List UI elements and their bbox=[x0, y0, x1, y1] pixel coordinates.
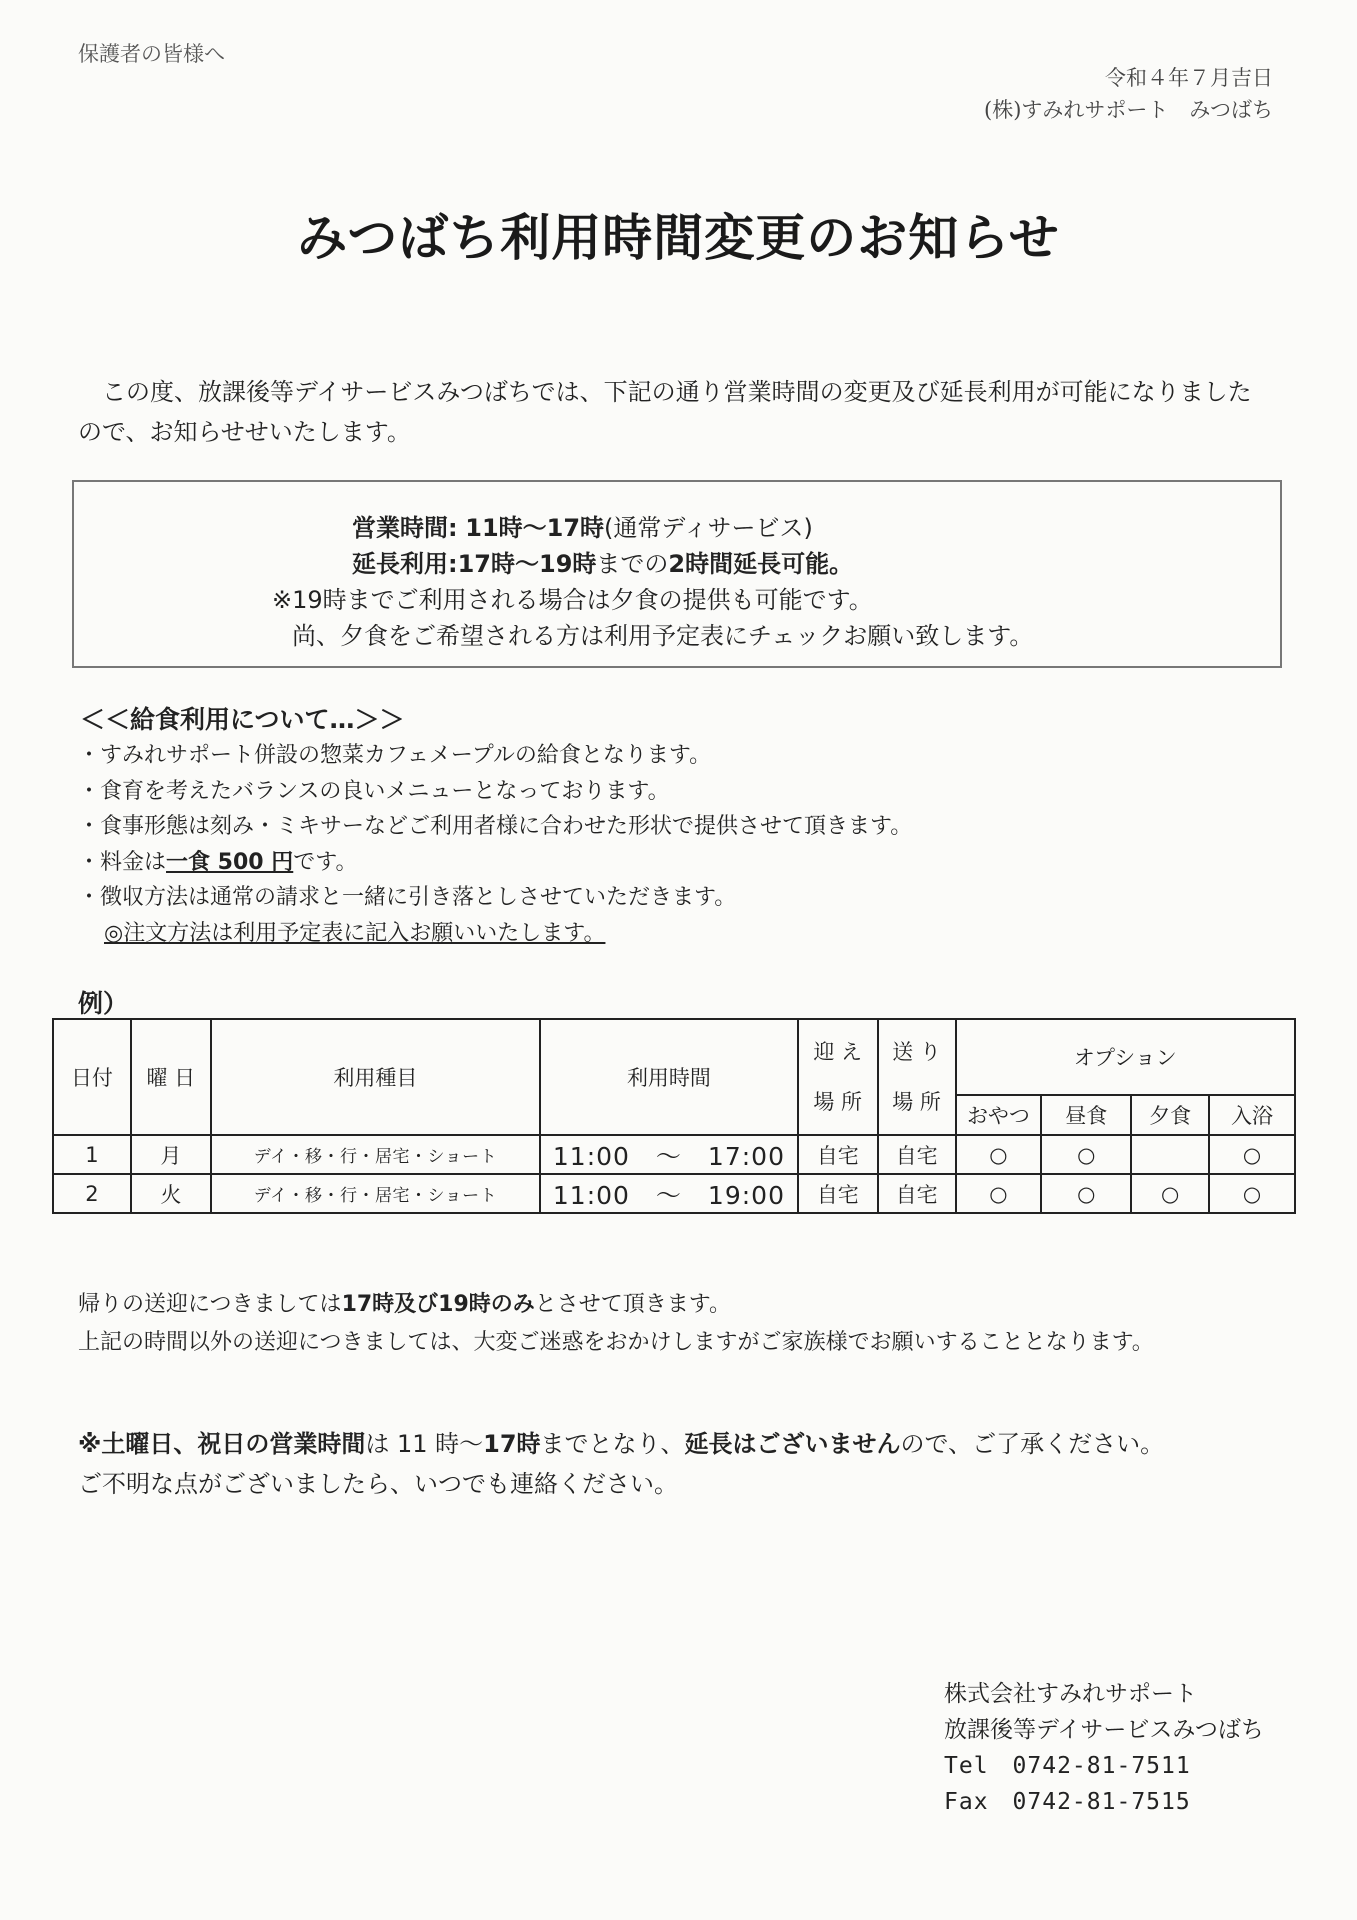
hours-line-business bbox=[352, 508, 813, 543]
row-date: 1 bbox=[53, 1135, 131, 1174]
meal-item: ・すみれサポート併設の惣菜カフェメープルの給食となります。 bbox=[78, 743, 712, 768]
document-title: みつばち利用時間変更のお知らせ bbox=[297, 209, 1060, 267]
header-date: 日付 bbox=[53, 1019, 131, 1135]
facility-name: 放課後等デイサービスみつばち bbox=[944, 1717, 1264, 1743]
row-date: 2 bbox=[53, 1174, 131, 1213]
header-pickup-top: 迎 え bbox=[813, 1040, 863, 1064]
table-row bbox=[53, 1135, 1295, 1174]
price-value: 一食 500 円 bbox=[166, 849, 294, 875]
intro-paragraph bbox=[78, 372, 1288, 452]
transport-pre: 帰りの送迎につきましては bbox=[78, 1292, 342, 1317]
header-weekday: 曜 日 bbox=[131, 1019, 211, 1135]
weekend-w2: は 11 時～ bbox=[365, 1430, 484, 1458]
hours-box bbox=[72, 480, 1282, 668]
extension-value: 17時～19時 bbox=[457, 550, 597, 578]
weekend-w4: までとなり、 bbox=[540, 1430, 685, 1458]
tel-number: Tel 0742-81-7511 bbox=[944, 1753, 1191, 1779]
transport-times: 17時及び19時のみ bbox=[341, 1292, 535, 1317]
row-lunch: ○ bbox=[1041, 1135, 1131, 1174]
row-dropoff: 自宅 bbox=[878, 1174, 956, 1213]
price-post: です。 bbox=[293, 849, 358, 875]
row-bath: ○ bbox=[1209, 1174, 1295, 1213]
meal-item: ・食育を考えたバランスの良いメニューとなっております。 bbox=[78, 778, 670, 804]
business-hours-label: 営業時間: bbox=[352, 514, 458, 542]
contact-line: ご不明な点がございましたら、いつでも連絡ください。 bbox=[78, 1470, 678, 1498]
example-label: 例） bbox=[78, 989, 129, 1018]
header-pickup bbox=[798, 1019, 878, 1135]
meal-price-item bbox=[78, 845, 912, 881]
header-dropoff-top: 送 り bbox=[892, 1040, 941, 1064]
transport-line-2: 上記の時間以外の送迎につきましては、大変ご迷惑をおかけしますがご家族様でお願いすることとなります。 bbox=[78, 1330, 1154, 1355]
row-pickup: 自宅 bbox=[798, 1174, 878, 1213]
row-dinner bbox=[1131, 1135, 1209, 1174]
table-row bbox=[53, 1174, 1295, 1213]
meal-heading: ＜＜給食利用について…＞＞ bbox=[80, 705, 405, 734]
row-dropoff: 自宅 bbox=[878, 1135, 956, 1174]
order-note: ◎注文方法は利用予定表に記入お願いいたします。 bbox=[104, 920, 606, 946]
intro-line-1: この度、放課後等デイサービスみつばちでは、下記の通り営業時間の変更及び延長利用が可能になりました bbox=[102, 378, 1252, 406]
business-hours-value: 11時～17時 bbox=[465, 514, 605, 542]
header-lunch: 昼食 bbox=[1041, 1095, 1131, 1135]
extension-mid: までの bbox=[596, 550, 669, 578]
price-pre: ・料金は bbox=[78, 849, 167, 875]
header-snack: おやつ bbox=[956, 1095, 1042, 1135]
transport-post: とさせて頂きます。 bbox=[534, 1292, 732, 1317]
header-time: 利用時間 bbox=[540, 1019, 798, 1135]
header-service: 利用種目 bbox=[211, 1019, 540, 1135]
row-time: 11:00 ～ 19:00 bbox=[540, 1174, 798, 1213]
row-pickup: 自宅 bbox=[798, 1135, 878, 1174]
dinner-note: ※19時までご利用される場合は夕食の提供も可能です。 bbox=[272, 586, 873, 614]
weekend-w1: ※土曜日、祝日の営業時間 bbox=[78, 1430, 366, 1458]
extension-tail: 2時間延長可能。 bbox=[668, 550, 854, 578]
header-pickup-bottom: 場 所 bbox=[813, 1090, 863, 1114]
row-service: デイ・移・行・居宅・ショート bbox=[211, 1135, 540, 1174]
meal-list bbox=[78, 738, 912, 951]
weekend-w3: 17時 bbox=[483, 1430, 541, 1458]
fax-number: Fax 0742-81-7515 bbox=[944, 1789, 1191, 1815]
example-table bbox=[52, 1018, 1296, 1214]
addressee: 保護者の皆様へ bbox=[78, 42, 225, 66]
row-time: 11:00 ～ 17:00 bbox=[540, 1135, 798, 1174]
weekend-w6: ので、ご了承ください。 bbox=[900, 1430, 1165, 1458]
transport-line-1 bbox=[78, 1286, 1154, 1324]
company-block bbox=[944, 1676, 1264, 1820]
header-dinner: 夕食 bbox=[1131, 1095, 1209, 1135]
sender: (株)すみれサポート みつばち bbox=[984, 98, 1273, 122]
row-dinner: ○ bbox=[1131, 1174, 1209, 1213]
weekend-note bbox=[78, 1424, 1164, 1504]
header-bath: 入浴 bbox=[1209, 1095, 1295, 1135]
hours-line-extension bbox=[352, 544, 853, 579]
header-dropoff bbox=[878, 1019, 956, 1135]
meal-item: ・食事形態は刻み・ミキサーなどご利用者様に合わせた形状で提供させて頂きます。 bbox=[78, 814, 913, 839]
dinner-check-note: 尚、夕食をご希望される方は利用予定表にチェックお願い致します。 bbox=[292, 622, 1034, 650]
business-hours-note: (通常ディサービス) bbox=[604, 514, 813, 542]
row-lunch: ○ bbox=[1041, 1174, 1131, 1213]
weekend-line-1 bbox=[78, 1424, 1164, 1464]
row-bath: ○ bbox=[1209, 1135, 1295, 1174]
intro-line-2: ので、お知らせせいたします。 bbox=[78, 418, 411, 446]
row-weekday: 火 bbox=[131, 1174, 211, 1213]
header-option: オプション bbox=[956, 1019, 1295, 1095]
meal-item: ・徴収方法は通常の請求と一緒に引き落としさせていただきます。 bbox=[78, 885, 737, 910]
company-name: 株式会社すみれサポート bbox=[944, 1681, 1197, 1707]
row-snack: ○ bbox=[956, 1174, 1042, 1213]
header-dropoff-bottom: 場 所 bbox=[892, 1090, 941, 1114]
extension-label: 延長利用: bbox=[352, 550, 458, 578]
row-service: デイ・移・行・居宅・ショート bbox=[211, 1174, 540, 1213]
transport-note bbox=[78, 1286, 1154, 1362]
weekend-w5: 延長はございません bbox=[684, 1430, 901, 1458]
row-snack: ○ bbox=[956, 1135, 1042, 1174]
issue-date: 令和４年７月吉日 bbox=[1105, 66, 1273, 90]
row-weekday: 月 bbox=[131, 1135, 211, 1174]
